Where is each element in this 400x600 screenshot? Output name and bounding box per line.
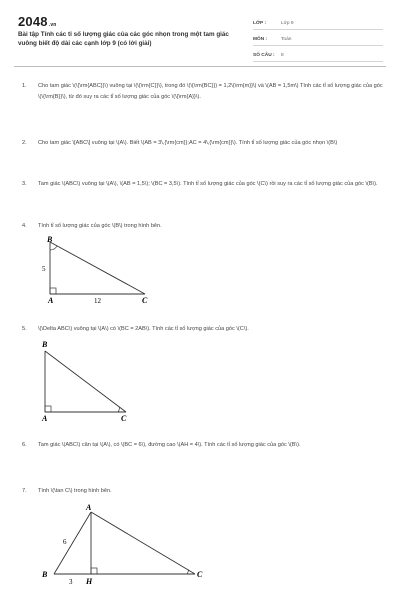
vertex-label-a: A [48,296,54,305]
meta-row-class [253,14,383,30]
meta-row-subject [253,30,383,46]
vertex-label-c: C [142,296,148,305]
side-length-ab: 6 [63,538,67,546]
figure-q5 [32,337,142,425]
question-text: \(\Delta ABC\) vuông tại \(A\) có \(BC = 2AB\). Tính các tỉ số lượng giác của góc \(C\). [38,326,249,332]
vertex-label-c: C [197,570,203,579]
figure-q4 [30,232,160,308]
question-text: Cho tam giác \[ABC\] vuông tại \(A\). Biết \(AB = 3\,{\rm{cm}};AC = 4\,{\rm{cm}}\). Tính tỉ số lượng giác của góc nhọn \(B\) [38,140,338,146]
meta-value: 8 [281,53,284,58]
question-text: Tính \(\tan C\) trong hình bên. [38,488,112,494]
question-number: 2. [22,140,27,146]
triangle-diagram-q5 [32,337,142,425]
question-number: 6. [22,442,27,448]
question-number: 4. [22,223,27,229]
meta-label: SỐ CÂU : [253,53,275,58]
meta-value: Lớp 9 [281,21,294,26]
question-text: Tam giác \(ABC\) vuông tại \(A\), \(AB = 1,5\); \(BC = 3,5\). Tính tỉ số lượng giác của góc \(C\) rồi suy ra các tỉ số lượng giác của góc \(B\). [38,181,378,187]
vertex-label-c: C [121,414,127,423]
site-logo[interactable]: 2048.vn [18,14,57,29]
question-text: Tính tỉ số lượng giác của góc \(B\) trong hình bên. [38,223,162,229]
question-number: 5. [22,326,27,332]
meta-label: MÔN : [253,37,268,42]
question-text: Tam giác \(ABC\) cân tại \(A\), có \(BC = 6\), đường cao \(AH = 4\). Tính các tỉ số lượng giác của góc \(B\). [38,442,301,448]
figure-q7 [36,497,216,597]
question-number: 3. [22,181,27,187]
triangle-diagram-q7 [36,497,216,597]
question-number: 1. [22,83,27,89]
meta-info [253,14,383,62]
side-length-bh: 3 [69,578,73,586]
meta-row-count [253,46,383,62]
meta-label: LỚP : [253,21,267,26]
vertex-label-b: B [42,340,48,349]
vertex-label-h: H [86,577,93,586]
vertex-label-b: B [47,235,53,244]
vertex-label-a: A [42,414,48,423]
side-length-ab: 5 [42,265,46,273]
question-text: Cho tam giác \(\{\rm{ABC}}\) vuông tại \(\{\rm{C}}\), trong đó \(\{\rm{BC}}) = 1,2\(\rm{m}}\) và \(AB = 1,5m\) Tính các tỉ số lượng giác của góc \(\{\rm{B}}\), từ đó suy ra các tỉ số lượng giác của góc \(\{\rm{A}}\). [38,83,383,100]
side-length-ac: 12 [94,297,101,305]
question-number: 7. [22,488,27,494]
worksheet-title: Bài tập Tính các tỉ số lượng giác của các góc nhọn trong một tam giác vuông biết độ dài các cạnh lớp 9 (có lời giải) [18,31,229,47]
meta-value: Toán [281,37,292,42]
triangle-diagram-q4 [30,232,160,308]
vertex-label-a: A [86,503,92,512]
header-divider [14,66,386,67]
vertex-label-b: B [42,570,48,579]
